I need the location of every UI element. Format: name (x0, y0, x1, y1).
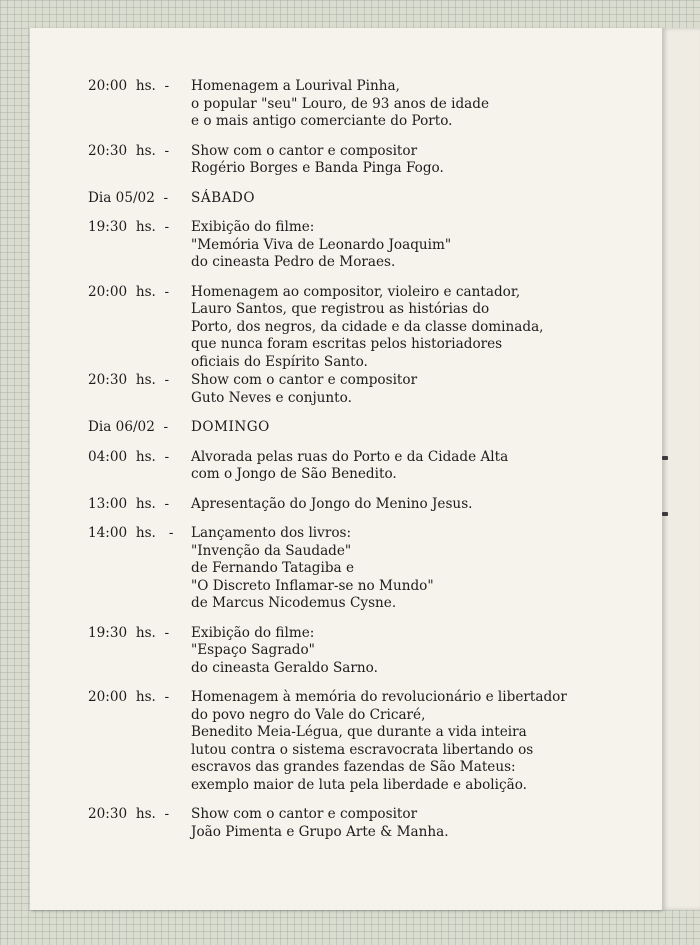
day-date: Dia 06/02 - (88, 419, 169, 435)
schedule-entry (88, 449, 648, 484)
schedule (88, 78, 648, 853)
schedule-entry (88, 525, 648, 613)
event-line: "Espaço Sagrado" (191, 642, 315, 658)
event-description (191, 449, 648, 484)
event-line: Apresentação do Jongo do Menino Jesus. (191, 495, 473, 512)
event-time: 20:00 hs. - (88, 283, 170, 300)
schedule-entry (88, 496, 648, 514)
event-line: que nunca foram escritas pelos historiadores (191, 336, 503, 352)
event-line: e o mais antigo comerciante do Porto. (191, 113, 453, 129)
event-line: Exibição do filme: (191, 219, 315, 235)
event-description (191, 689, 648, 794)
schedule-entry (88, 78, 648, 131)
event-line: Exibição do filme: (191, 624, 315, 641)
day-name: SÁBADO (191, 189, 255, 206)
event-line: de Marcus Nicodemus Cysne. (191, 595, 397, 611)
event-line: "Invenção da Saudade" (191, 542, 352, 559)
day-heading (88, 419, 648, 437)
day-date: Dia 05/02 - (88, 189, 169, 206)
event-line: escravos das grandes fazendas de São Mateus: (191, 759, 516, 775)
event-line: "O Discreto Inflamar-se no Mundo" (191, 577, 434, 594)
event-line: exemplo maior de luta pela liberdade e abolição. (191, 776, 527, 793)
event-time: 20:00 hs. - (88, 78, 170, 94)
adjacent-page-edge (662, 28, 700, 910)
event-description (191, 496, 648, 514)
event-time: 20:30 hs. - (88, 142, 170, 159)
event-description (191, 219, 648, 272)
event-time: 13:00 hs. - (88, 495, 170, 512)
event-line: Show com o cantor e compositor (191, 372, 418, 388)
event-time: 20:00 hs. - (88, 689, 170, 705)
event-time: 19:30 hs. - (88, 624, 170, 641)
event-time: 14:00 hs. - (88, 525, 174, 541)
staple-bottom (662, 512, 668, 516)
event-line: Porto, dos negros, da cidade e da classe dominada, (191, 318, 544, 335)
event-description (191, 625, 648, 678)
event-time: 04:00 hs. - (88, 448, 170, 465)
event-line: Guto Neves e conjunto. (191, 389, 352, 406)
event-line: "Memória Viva de Leonardo Joaquim" (191, 236, 452, 253)
event-line: do cineasta Pedro de Moraes. (191, 254, 396, 270)
event-line: Rogério Borges e Banda Pinga Fogo. (191, 160, 444, 176)
schedule-entry (88, 284, 648, 372)
event-line: Lauro Santos, que registrou as histórias do (191, 301, 490, 317)
event-line: Homenagem à memória do revolucionário e libertador (191, 689, 567, 705)
schedule-entry (88, 625, 648, 678)
event-time: 20:30 hs. - (88, 372, 170, 388)
event-line: Homenagem a Lourival Pinha, (191, 78, 400, 94)
event-line: Alvorada pelas ruas do Porto e da Cidade Alta (191, 448, 509, 465)
event-line: João Pimenta e Grupo Arte & Manha. (191, 823, 449, 840)
event-line: Homenagem ao compositor, violeiro e cantador, (191, 283, 521, 300)
schedule-entry (88, 689, 648, 794)
event-line: do cineasta Geraldo Sarno. (191, 659, 378, 676)
day-name: DOMINGO (191, 419, 270, 435)
event-time: 20:30 hs. - (88, 806, 170, 822)
event-line: Show com o cantor e compositor (191, 806, 418, 822)
schedule-entry (88, 372, 648, 407)
event-line: Show com o cantor e compositor (191, 142, 418, 159)
event-line: Lançamento dos livros: (191, 525, 352, 541)
event-line: de Fernando Tatagiba e (191, 560, 355, 576)
event-line: Benedito Meia-Légua, que durante a vida inteira (191, 724, 527, 740)
event-description (191, 372, 648, 407)
staple-top (662, 456, 668, 460)
event-line: oficiais do Espírito Santo. (191, 353, 368, 370)
event-description (191, 143, 648, 178)
event-line: com o Jongo de São Benedito. (191, 466, 397, 482)
event-line: do povo negro do Vale do Cricaré, (191, 706, 426, 723)
event-description (191, 284, 648, 372)
schedule-entry (88, 143, 648, 178)
schedule-entry (88, 806, 648, 841)
event-time: 19:30 hs. - (88, 219, 170, 235)
event-line: o popular "seu" Louro, de 93 anos de idade (191, 95, 490, 112)
event-description (191, 78, 648, 131)
schedule-entry (88, 219, 648, 272)
day-heading (88, 190, 648, 208)
event-description (191, 525, 648, 613)
event-description (191, 806, 648, 841)
event-line: lutou contra o sistema escravocrata libertando os (191, 741, 534, 758)
